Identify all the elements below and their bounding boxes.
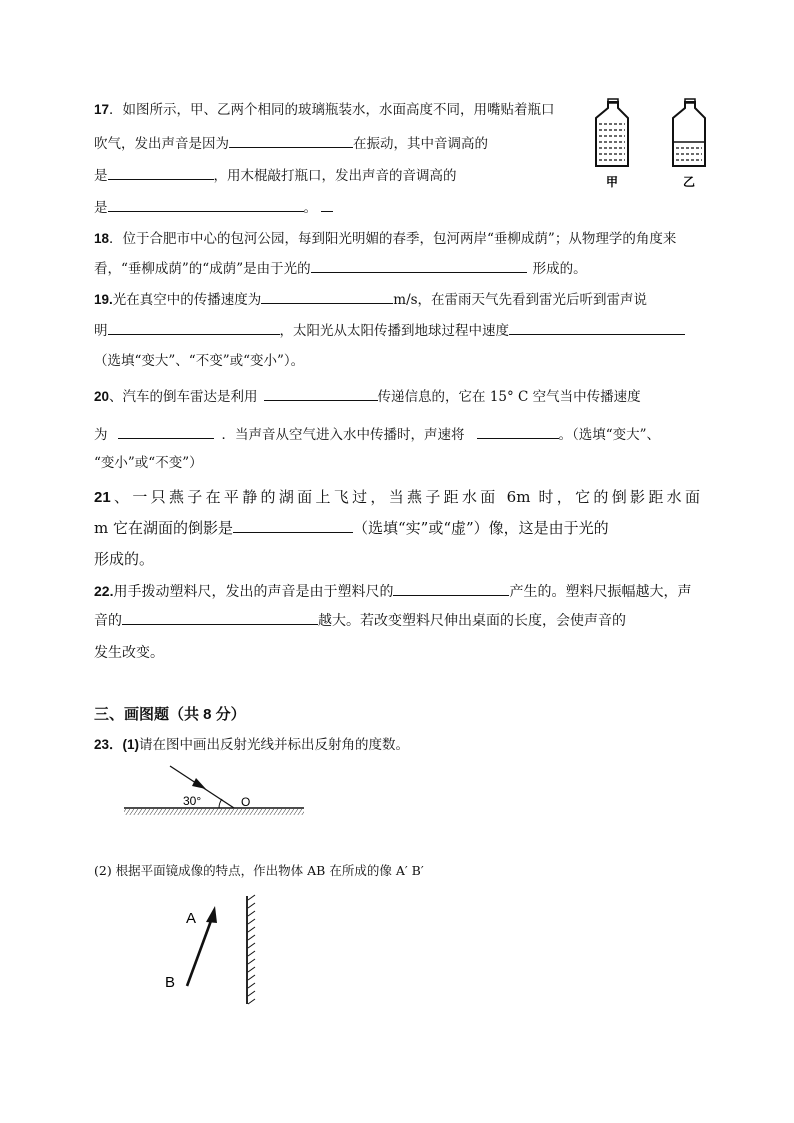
q17-blank-3[interactable] (108, 197, 304, 212)
q23-line-1 (94, 735, 409, 755)
q19-text-1b: m/s，在雷雨天气先看到雷光后听到雷声说 (393, 292, 648, 308)
bottle-yi (673, 99, 705, 166)
q20-blank-2[interactable] (118, 424, 214, 439)
q22-blank-1[interactable] (393, 581, 509, 596)
q20-text-3: “变小”或“不变”） (94, 455, 203, 471)
q23-part1-number: ．(1) (109, 737, 140, 752)
q21-line-3 (94, 546, 154, 572)
q19-number: 19. (94, 292, 113, 307)
q18-text-1: ．位于合肥市中心的包河公园，每到阳光明媚的春季，包河两岸“垂柳成荫”；从物理学的角度来 (109, 231, 677, 247)
q17-text-2a: 吹气，发出声音是因为 (94, 136, 229, 152)
q21-line-2 (94, 515, 609, 541)
q19-blank-3[interactable] (509, 320, 685, 335)
bottle-jia (596, 99, 628, 166)
q20-text-1a: 、汽车的倒车雷达是利用 (109, 389, 258, 405)
q17-line-4 (94, 197, 333, 218)
object-ab-arrow (187, 918, 212, 986)
q22-text-1b: 产生的。塑料尺振幅越大，声 (509, 584, 692, 600)
q21-text-1: 、一只燕子在平静的湖面上飞过，当燕子距水面 6m 时，它的倒影距水面 (110, 488, 700, 506)
q22-line-3 (94, 640, 164, 666)
q22-blank-2[interactable] (122, 610, 318, 625)
q23-part1-text: 请在图中画出反射光线并标出反射角的度数。 (139, 737, 410, 753)
q21-number: 21 (94, 489, 111, 506)
q20-text-2a: 为 (94, 427, 108, 443)
q20-text-2b: ．当声音从空气进入水中传播时，声速将 (221, 427, 465, 443)
plane-mirror-hatching (248, 895, 255, 1004)
q17-line-1 (94, 100, 555, 120)
q21-line-1 (94, 484, 700, 511)
section-title: 三、画图题（共 8 分） (94, 706, 246, 723)
q17-text-3a: 是 (94, 168, 108, 184)
q18-blank-1[interactable] (311, 258, 527, 273)
point-b-label: B (165, 974, 176, 991)
q23-part2-text: (2) 根据平面镜成像的特点，作出物体 AB 在所成的像 A′ B′ (94, 863, 424, 878)
point-a-label: A (186, 910, 197, 927)
q17-line-2 (94, 133, 488, 154)
q18-text-2a: 看，“垂柳成荫”的“成荫”是由于光的 (94, 261, 311, 277)
q20-blank-1[interactable] (264, 386, 378, 401)
q21-text-2a: m 它在湖面的倒影是 (94, 519, 233, 537)
q17-text-4a: 是 (94, 200, 108, 216)
q21-blank-1[interactable] (233, 518, 353, 533)
q22-text-3: 发生改变。 (94, 645, 164, 661)
q22-line-1 (94, 578, 691, 605)
q17-line-3 (94, 165, 457, 186)
q22-line-2 (94, 608, 626, 634)
q20-text-1b: 传递信息的，它在 15° C 空气当中传播速度 (377, 389, 641, 405)
q20-blank-3[interactable] (477, 424, 559, 439)
angle-arc (219, 799, 222, 808)
q17-text-2b: 在振动，其中音调高的 (353, 136, 488, 152)
q20-line-3 (94, 453, 203, 473)
bottles-figure (590, 96, 710, 196)
q19-text-3: （选填“变大”、“不变”或“变小”）。 (94, 353, 305, 369)
q17-text-1: ．如图所示，甲、乙两个相同的玻璃瓶装水，水面高度不同，用嘴贴着瓶口 (109, 102, 555, 118)
plane-mirror-diagram[interactable] (155, 892, 275, 1010)
q19-blank-1[interactable] (261, 289, 393, 304)
q22-text-2b: 越大。若改变塑料尺伸出桌面的长度，会使声音的 (318, 613, 626, 629)
q18-text-2b: 形成的。 (532, 261, 587, 277)
object-arrowhead-icon (206, 906, 217, 923)
q17-number: 17 (94, 102, 110, 117)
q20-number: 20 (94, 389, 110, 404)
q19-line-1 (94, 289, 647, 310)
q19-text-1a: 光在真空中的传播速度为 (112, 292, 262, 308)
q23-line-2 (94, 861, 424, 881)
q22-text-2a: 音的 (94, 613, 122, 629)
bottle-label-jia: 甲 (606, 175, 619, 189)
q20-line-2 (94, 424, 660, 445)
q18-line-1 (94, 229, 676, 249)
q20-line-1 (94, 386, 641, 407)
q17-blank-1[interactable] (229, 133, 353, 148)
q17-trailing-mark (321, 197, 333, 212)
q22-number: 22. (94, 583, 114, 599)
q19-text-2b: ，太阳光从太阳传播到地球过程中速度 (279, 323, 509, 339)
q23-number: 23 (94, 737, 110, 752)
incident-ray-arrow-icon (192, 778, 206, 789)
q17-text-4b: 。 (303, 200, 317, 216)
q20-text-2c: 。（选填“变大”、 (558, 427, 661, 443)
point-o-label: O (241, 795, 251, 809)
q19-line-3 (94, 351, 304, 371)
q19-blank-2[interactable] (108, 320, 280, 335)
angle-label: 30° (183, 794, 202, 808)
q18-number: 18 (94, 231, 110, 246)
q22-text-1a: 用手拨动塑料尺，发出的声音是由于塑料尺的 (113, 584, 394, 600)
q18-line-2 (94, 258, 587, 279)
reflection-diagram[interactable] (120, 760, 310, 822)
q17-blank-2[interactable] (108, 165, 214, 180)
q21-text-3: 形成的。 (94, 550, 155, 568)
bottle-label-yi: 乙 (683, 175, 696, 189)
mirror-hatching (124, 809, 304, 815)
q19-text-2a: 明 (94, 323, 108, 339)
q21-text-2b: （选填“实”或“虚”）像，这是由于光的 (353, 519, 609, 537)
q17-text-3b: ，用木棍敲打瓶口，发出声音的音调高的 (213, 168, 457, 184)
q19-line-2 (94, 320, 685, 341)
